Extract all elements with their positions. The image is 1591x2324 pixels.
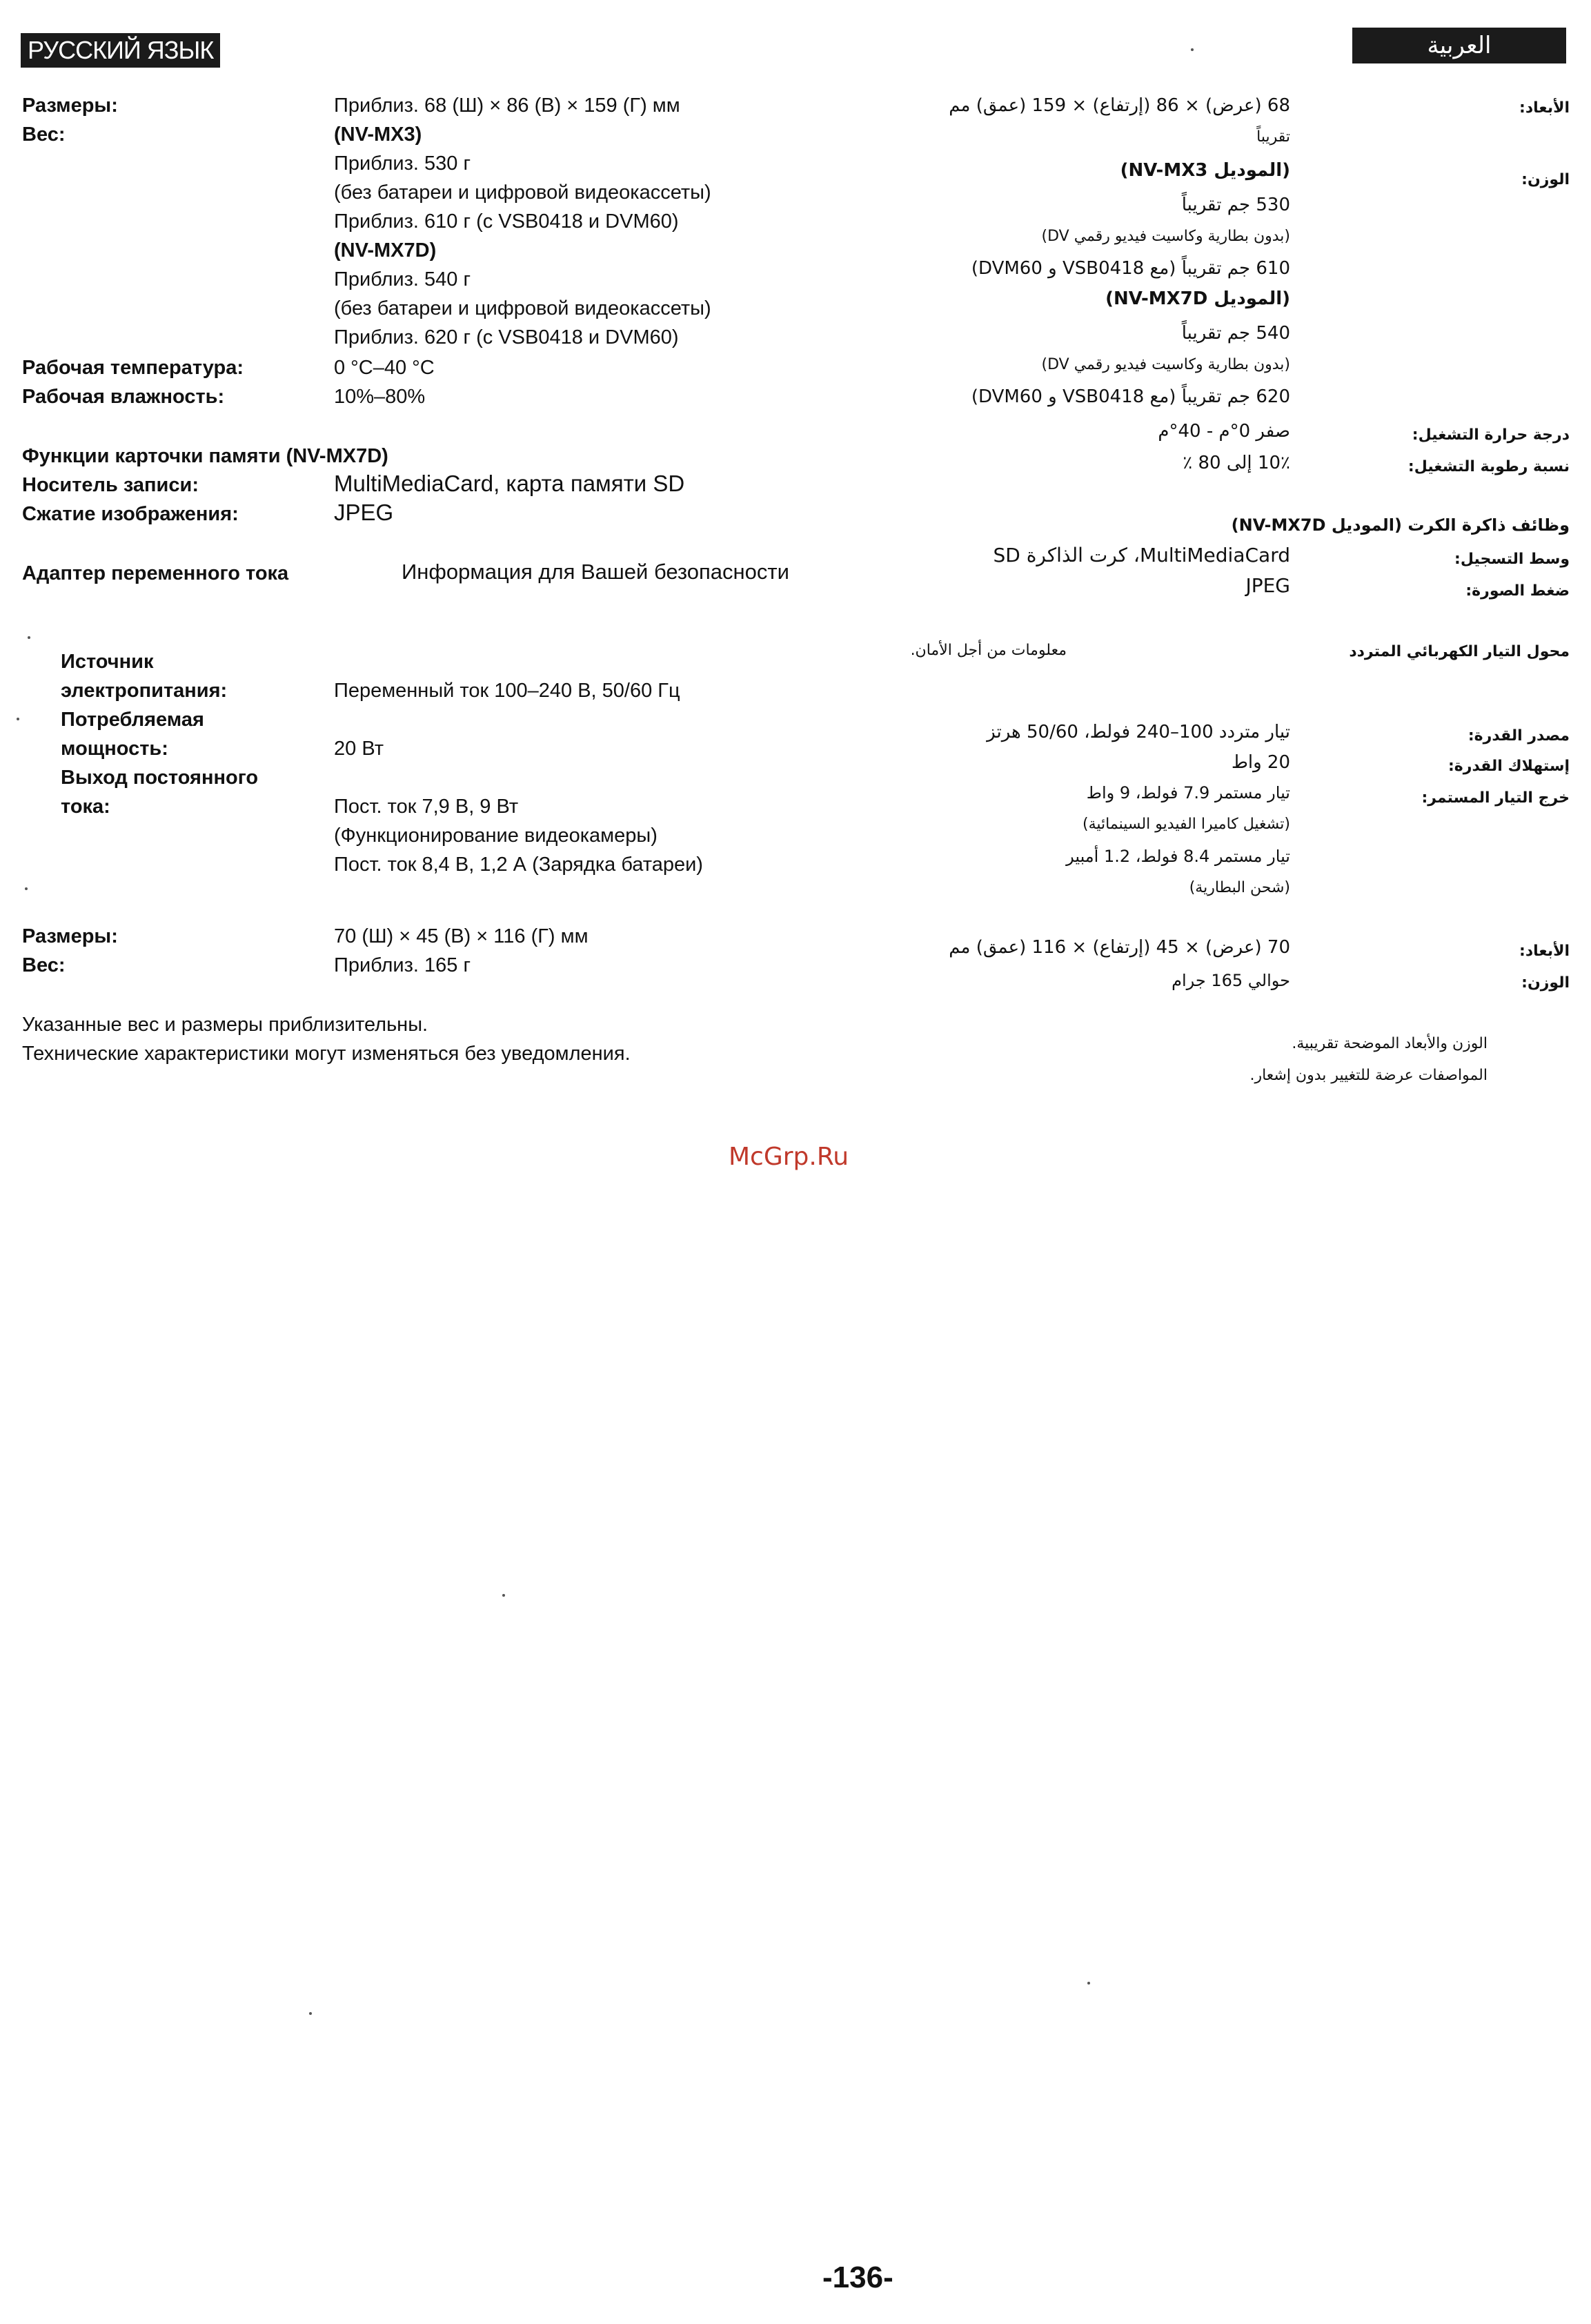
ar-compress-value: JPEG	[1245, 574, 1290, 597]
ar-adapter-dims-label: الأبعاد:	[1519, 943, 1570, 960]
ru-dc-line: Пост. ток 7,9 В, 9 Вт	[334, 796, 519, 818]
ru-card-title: Функции карточки памяти (NV-MX7D)	[22, 445, 388, 467]
ar-consumption-value: 20 واط	[1231, 752, 1290, 773]
scan-speck	[28, 636, 30, 639]
ar-dc-label: خرج التيار المستمر:	[1421, 789, 1570, 807]
ar-consumption-label: إستهلاك القدرة:	[1448, 758, 1570, 775]
ru-dims-value: Приблиз. 68 (Ш) × 86 (В) × 159 (Г) мм	[334, 95, 680, 117]
ru-dc-label: тока:	[61, 796, 110, 818]
ru-adapter-weight-label: Вес:	[22, 954, 66, 976]
ru-consumption-value: 20 Вт	[334, 738, 384, 760]
ru-weight-model-2: (NV-MX7D)	[334, 239, 437, 262]
ar-humidity-label: نسبة رطوبة التشغيل:	[1407, 458, 1570, 475]
ru-weight-line: Приблиз. 540 г	[334, 268, 471, 290]
ru-power-src-label: Источник	[61, 651, 154, 673]
ar-adapter-weight-label: الوزن:	[1521, 974, 1570, 992]
ru-adapter-dims-value: 70 (Ш) × 45 (В) × 116 (Г) мм	[334, 925, 589, 947]
ru-weight-line: Приблиз. 610 г (с VSB0418 и DVM60)	[334, 210, 679, 233]
ru-dc-label: Выход постоянного	[61, 767, 259, 789]
ar-media-label: وسط التسجيل:	[1454, 551, 1570, 568]
ar-weight-note: (بدون بطارية وكاسيت فيديو رقمي DV)	[1041, 228, 1290, 245]
ar-weight-model-2: (الموديل NV-MX7D)	[1105, 288, 1290, 309]
ru-weight-line: Приблиз. 620 г (с VSB0418 и DVM60)	[334, 326, 679, 348]
page-number: -136-	[822, 2261, 893, 2294]
scan-speck	[17, 718, 19, 720]
ar-dims-label: الأبعاد:	[1519, 99, 1570, 117]
ru-compress-label: Сжатие изображения:	[22, 503, 239, 525]
ru-adapter-weight-value: Приблиз. 165 г	[334, 954, 471, 976]
ar-note-approx: الوزن والأبعاد الموضحة تقريبية.	[1292, 1035, 1488, 1052]
ru-adapter-value: Информация для Вашей безопасности	[402, 560, 789, 584]
ar-adapter-dims-value: 70 (عرض) × 45 (إرتفاع) × 116 (عمق) مم	[949, 937, 1290, 958]
ru-adapter-dims-label: Размеры:	[22, 925, 118, 947]
ru-compress-value: JPEG	[334, 500, 394, 525]
arabic-section-header: العربية	[1352, 28, 1566, 63]
ar-note-specs: المواصفات عرضة للتغيير بدون إشعار.	[1249, 1067, 1488, 1084]
ru-temp-label: Рабочая температура:	[22, 357, 244, 379]
ru-weight-line: (без батареи и цифровой видеокассеты)	[334, 181, 711, 204]
ru-adapter-label: Адаптер переменного тока	[22, 562, 289, 584]
ar-power-src-value: تيار متردد 100–240 فولط، 50/60 هرتز	[987, 722, 1290, 742]
ar-media-value: MultiMediaCard، كرت الذاكرة SD	[993, 544, 1290, 567]
ar-weight-label: الوزن:	[1521, 171, 1570, 188]
ar-weight-line: 620 جم تقريباً (مع VSB0418 و DVM60)	[971, 386, 1290, 407]
scan-speck	[502, 1594, 505, 1597]
ru-consumption-label: Потребляемая	[61, 709, 204, 731]
ar-temp-label: درجة حرارة التشغيل:	[1412, 426, 1570, 444]
scan-speck	[1191, 48, 1194, 51]
ar-humidity-value: 10٪ إلى 80 ٪	[1183, 453, 1290, 473]
ar-weight-line: 540 جم تقريباً	[1181, 323, 1290, 344]
ru-note-approx: Указанные вес и размеры приблизительны.	[22, 1014, 428, 1036]
ar-power-src-label: مصدر القدرة:	[1468, 727, 1570, 745]
ru-media-label: Носитель записи:	[22, 474, 199, 496]
ar-compress-label: ضغط الصورة:	[1465, 582, 1570, 600]
scan-speck	[1087, 1982, 1090, 1985]
ru-weight-label: Вес:	[22, 124, 66, 146]
ru-dc-line: Пост. ток 8,4 В, 1,2 А (Зарядка батареи)	[334, 854, 703, 876]
ru-humidity-value: 10%–80%	[334, 386, 426, 408]
ru-power-src-label: электропитания:	[61, 680, 228, 702]
ru-note-specs: Технические характеристики могут изменяться без уведомления.	[22, 1043, 631, 1065]
russian-section-header: РУССКИЙ ЯЗЫК	[21, 33, 220, 68]
ru-weight-model-1: (NV-MX3)	[334, 124, 422, 146]
ru-temp-value: 0 °C–40 °C	[334, 357, 435, 379]
ru-consumption-label: мощность:	[61, 738, 168, 760]
scan-speck	[309, 2012, 312, 2015]
ar-dims-approx: تقريباً	[1256, 128, 1290, 146]
ru-humidity-label: Рабочая влажность:	[22, 386, 225, 408]
ar-dc-line: تيار مستمر 7.9 فولط، 9 واط	[1086, 783, 1290, 802]
ar-weight-model-1: (الموديل NV-MX3)	[1120, 160, 1290, 181]
ru-dims-label: Размеры:	[22, 95, 118, 117]
ru-power-src-value: Переменный ток 100–240 В, 50/60 Гц	[334, 680, 680, 702]
ar-dc-line: تيار مستمر 8.4 فولط، 1.2 أمبير	[1066, 847, 1290, 866]
ar-adapter-value: معلومات من أجل الأمان.	[910, 642, 1067, 659]
scan-speck	[25, 887, 28, 890]
ar-weight-line: 530 جم تقريباً	[1181, 195, 1290, 215]
ar-dc-note: (شحن البطارية)	[1189, 879, 1290, 896]
ar-adapter-label: محول التيار الكهربائي المتردد	[1349, 643, 1570, 660]
ru-dc-line: (Функционирование видеокамеры)	[334, 825, 658, 847]
ar-temp-value: صفر 0°م - 40°م	[1158, 421, 1290, 442]
ar-adapter-weight-value: حوالي 165 جرام	[1172, 971, 1290, 990]
ru-media-value: MultiMediaCard, карта памяти SD	[334, 471, 685, 496]
watermark-text: McGrp.Ru	[729, 1143, 849, 1171]
ar-weight-note: (بدون بطارية وكاسيت فيديو رقمي DV)	[1041, 356, 1290, 373]
ar-card-title: وظائف ذاكرة الكرت (الموديل NV-MX7D)	[1231, 515, 1570, 535]
ru-weight-line: Приблиз. 530 г	[334, 152, 471, 175]
ar-dims-value: 68 (عرض) × 86 (إرتفاع) × 159 (عمق) مم	[949, 95, 1290, 116]
ar-weight-line: 610 جم تقريباً (مع VSB0418 و DVM60)	[971, 258, 1290, 279]
ar-dc-note: (تشغيل كاميرا الفيديو السينمائية)	[1083, 816, 1290, 833]
ru-weight-line: (без батареи и цифровой видеокассеты)	[334, 297, 711, 319]
